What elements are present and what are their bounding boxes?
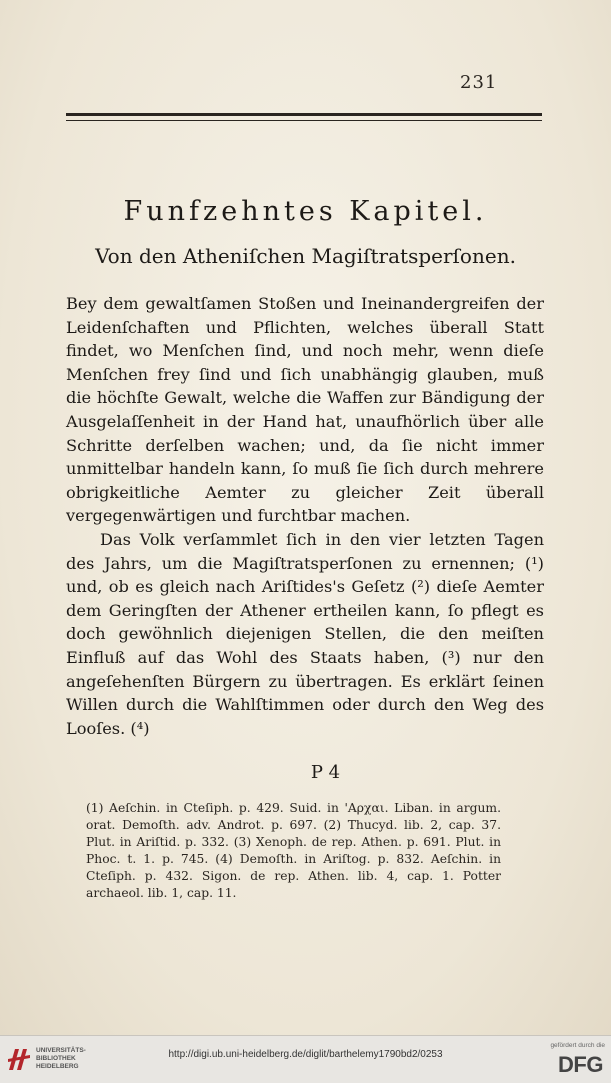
header-rule-thin: [66, 120, 542, 121]
library-name-line: UNIVERSITÄTS-: [36, 1047, 86, 1054]
paragraph-1: Bey dem gewaltſamen Stoßen und Ineinandergreifen der Leidenſchaften und Pflichten, welches überall Statt findet, wo Menſchen ſind, und noch mehr, wenn dieſe Menſchen frey ſind und ſich unabhängig glauben, muß die höchſte Gewalt, welche die Waffen zur Bändigung der Ausgelaſſenheit in der Hand hat, unaufhörlich über alle Schritte derſelben wachen; und, da ſie nicht immer unmittelbar handeln kann, ſo muß ſie ſich durch mehrere obrigkeitliche Aemter zu gleicher Zeit überall vergegenwärtigen und furchtbar machen.: [66, 294, 544, 526]
chapter-title: Funfzehntes Kapitel.: [123, 196, 488, 227]
header-rule-thick: [66, 113, 542, 116]
footnotes-text: (1) Aeſchin. in Cteſiph. p. 429. Suid. in 'Aρχαι. Liban. in argum. orat. Demoſth. adv. Androt. p. 697. (2) Thucyd. lib. 2, cap. 37. Plut. in Ariſtid. p. 332. (3) Xenoph. de rep. Athen. p. 691. Plut. in Phoc. t. 1. p. 745. (4) Demoſth. in Ariſtog. p. 832. Aeſchin. in Cteſiph. p. 432. Sigon. de rep. Athen. lib. 4, cap. 1. Potter archaeol. lib. 1, cap. 11.: [86, 801, 501, 900]
paragraph-2: Das Volk verſammlet ſich in den vier letzten Tagen des Jahrs, um die Magiſtratsperſonen zu ernennen; (¹) und, ob es gleich nach Ariſtides's Geſetz (²) dieſe Aemter dem Geringſten der Athener ertheilen kann, ſo pflegt es doch gewöhnlich diejenigen Stellen, die den meiſten Einfluß auf das Wohl des Staats haben, (³) nur den angeſehenſten Bürgern zu übertragen. Es erklärt ſeinen Willen durch die Wahlſtimmen oder durch den Weg des Looſes. (⁴): [66, 529, 544, 738]
chapter-subtitle: Von den Atheniſchen Magiſtratsperſonen.: [95, 244, 516, 268]
library-name-line: BIBLIOTHEK: [36, 1055, 76, 1062]
page-number: 231: [460, 72, 498, 93]
permalink-url[interactable]: http://digi.ub.uni-heidelberg.de/diglit/barthelemy1790bd2/0253: [168, 1049, 443, 1060]
body-text: [66, 292, 544, 740]
footnotes: [86, 800, 501, 902]
signature-mark: P 4: [310, 762, 341, 783]
funding-note: gefördert durch die: [550, 1042, 605, 1049]
dfg-logo[interactable]: DFG: [558, 1052, 603, 1077]
library-name-line: HEIDELBERG: [36, 1063, 79, 1070]
